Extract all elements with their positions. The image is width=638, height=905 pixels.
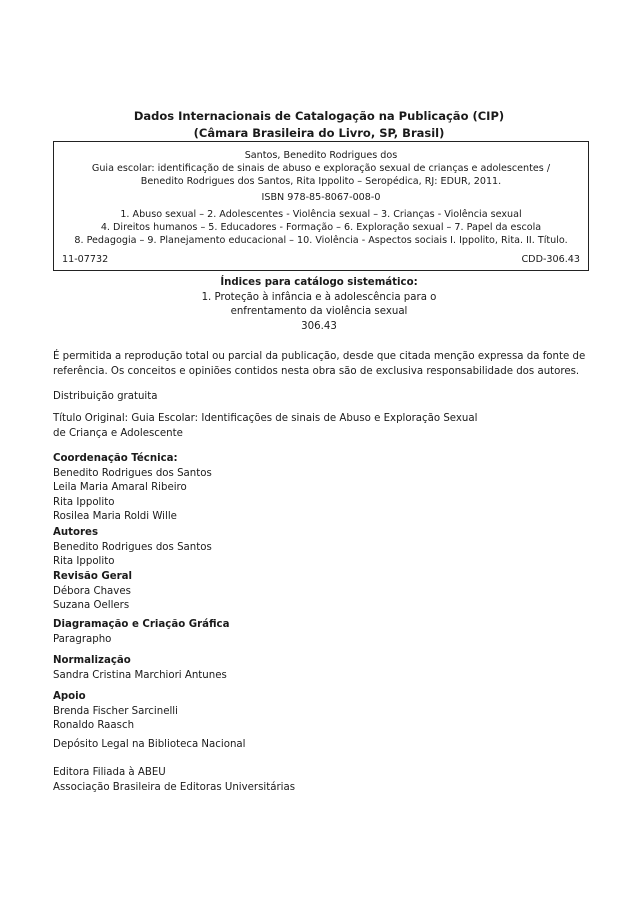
cip-isbn: ISBN 978-85-8067-008-0 bbox=[261, 192, 381, 203]
distribution-text: Distribuição gratuita bbox=[53, 391, 158, 402]
section-name: Paragrapho bbox=[53, 633, 112, 645]
cip-title-line-a: Guia escolar: identificação de sinais de abuso e exploração sexual de crianças e adolescentes / bbox=[91, 163, 551, 174]
index-entry-line2: enfrentamento da violência sexual bbox=[230, 306, 408, 317]
section-name: Benedito Rodrigues dos Santos bbox=[53, 541, 212, 553]
section-title: Coordenação Técnica: bbox=[53, 453, 178, 464]
publisher-line1: Editora Filiada à ABEU bbox=[53, 767, 166, 778]
section-name: Débora Chaves bbox=[53, 585, 131, 597]
section-title: Diagramação e Criação Gráfica bbox=[53, 619, 230, 630]
section-title: Revisão Geral bbox=[53, 571, 133, 582]
section-name: Brenda Fischer Sarcinelli bbox=[53, 705, 178, 717]
original-title bbox=[53, 412, 593, 441]
section-name: Rita Ippolito bbox=[53, 556, 115, 567]
section-support bbox=[53, 690, 593, 734]
section-authors bbox=[53, 526, 593, 570]
cip-subjects-a: 1. Abuso sexual – 2. Adolescentes - Violência sexual – 3. Crianças - Violência sexual bbox=[120, 209, 522, 220]
section-title: Normalização bbox=[53, 655, 131, 666]
cip-title-line1: Dados Internacionais de Catalogação na Publicação (CIP) bbox=[133, 109, 505, 123]
section-name: Suzana Oellers bbox=[53, 600, 130, 611]
section-title: Apoio bbox=[53, 691, 86, 702]
cip-record-box bbox=[53, 141, 589, 271]
section-name: Sandra Cristina Marchiori Antunes bbox=[53, 669, 227, 681]
section-name: Benedito Rodrigues dos Santos bbox=[53, 467, 212, 479]
section-general-review bbox=[53, 570, 593, 614]
index-entry-line1: 1. Proteção à infância e à adolescência para o bbox=[201, 291, 437, 303]
rights-notice bbox=[53, 350, 593, 379]
publisher-line2: Associação Brasileira de Editoras Universitárias bbox=[53, 781, 296, 793]
cip-code-left: 11-07732 bbox=[62, 254, 109, 265]
cip-author: Santos, Benedito Rodrigues dos bbox=[244, 150, 398, 161]
section-name: Rosilea Maria Roldi Wille bbox=[53, 511, 177, 522]
cip-subjects-b: 4. Direitos humanos – 5. Educadores - Formação – 6. Exploração sexual – 7. Papel da escola bbox=[100, 222, 542, 233]
publisher-affiliation bbox=[53, 766, 593, 795]
cip-title-line2: (Câmara Brasileira do Livro, SP, Brasil) bbox=[193, 126, 445, 140]
section-normalization bbox=[53, 654, 593, 683]
cip-title bbox=[0, 108, 638, 142]
section-layout-design bbox=[53, 618, 593, 647]
cip-subjects-c: 8. Pedagogia – 9. Planejamento educacional – 10. Violência - Aspectos sociais I. Ippolito, Rita. II. Título. bbox=[74, 235, 568, 246]
rights-line1: É permitida a reprodução total ou parcial da publicação, desde que citada menção expressa da fonte de bbox=[53, 351, 586, 362]
index-heading: Índices para catálogo sistemático: bbox=[220, 277, 418, 288]
catalog-index bbox=[0, 276, 638, 334]
section-name: Leila Maria Amaral Ribeiro bbox=[53, 482, 187, 493]
rights-line2: referência. Os conceitos e opiniões contidos nesta obra são de exclusiva responsabilidade dos autores. bbox=[53, 365, 580, 377]
original-title-line1: Título Original: Guia Escolar: Identificações de sinais de Abuso e Exploração Sexual bbox=[53, 413, 478, 424]
section-title: Autores bbox=[53, 527, 99, 538]
section-name: Rita Ippolito bbox=[53, 496, 115, 508]
cip-code-right: CDD-306.43 bbox=[521, 254, 580, 265]
section-name: Ronaldo Raasch bbox=[53, 720, 135, 731]
original-title-line2: de Criança e Adolescente bbox=[53, 427, 183, 439]
index-entry-code: 306.43 bbox=[301, 320, 337, 332]
section-technical-coordination bbox=[53, 452, 593, 525]
legal-deposit bbox=[53, 738, 593, 753]
cip-title-line-b: Benedito Rodrigues dos Santos, Rita Ippolito – Seropédica, RJ: EDUR, 2011. bbox=[140, 176, 502, 187]
legal-deposit-text: Depósito Legal na Biblioteca Nacional bbox=[53, 739, 246, 750]
distribution-note bbox=[53, 390, 593, 405]
